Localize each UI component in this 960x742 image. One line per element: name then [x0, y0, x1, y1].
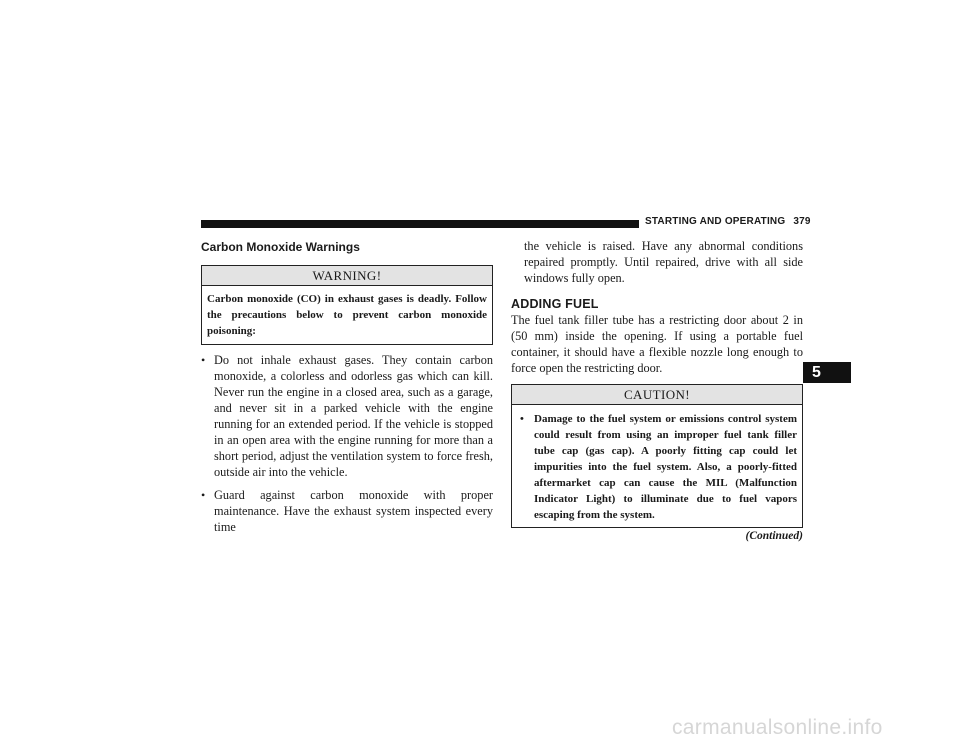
caution-title: CAUTION!: [512, 385, 802, 405]
bullet-icon: •: [201, 353, 206, 367]
body-paragraph: The fuel tank filler tube has a restricting door about 2 in (50 mm) inside the opening. If using a portable fuel container, it should have a flexible nozzle long enough to force open the restricting door.: [511, 313, 803, 375]
left-column: [201, 238, 493, 535]
bullet-icon: •: [520, 413, 524, 425]
bullet-icon: •: [201, 488, 206, 502]
watermark: carmanualsonline.info: [672, 716, 883, 739]
section-title: STARTING AND OPERATING: [645, 216, 786, 227]
subheading: Carbon Monoxide Warnings: [201, 240, 360, 254]
bullet-text: Do not inhale exhaust gases. They contain carbon monoxide, a colorless and odorless gas which can kill. Never run the engine in a closed area, such as a garage, and never sit in a parked vehicle with the engine running for an extended period. If the vehicle is stopped in an open area with the engine running for more than a short period, adjust the ventilation system to force fresh, outside air into the vehicle.: [214, 353, 493, 479]
right-column: [511, 238, 803, 544]
caution-box: [511, 384, 803, 528]
section-heading: ADDING FUEL: [511, 297, 599, 311]
bullet-item: [201, 352, 493, 480]
continued-label: (Continued): [745, 530, 803, 542]
caution-item: [517, 411, 797, 523]
warning-body: Carbon monoxide (CO) in exhaust gases is deadly. Follow the precautions below to prevent carbon monoxide poisoning:: [207, 293, 487, 337]
bullet-item: [201, 487, 493, 535]
header-rule: [201, 220, 639, 228]
bullet-text: Guard against carbon monoxide with proper maintenance. Have the exhaust system inspected every time: [214, 488, 493, 534]
running-header: [645, 216, 811, 227]
chapter-tab: 5: [803, 362, 851, 383]
page-number: 379: [793, 216, 811, 227]
continued-bullet-text: the vehicle is raised. Have any abnormal conditions repaired promptly. Until repaired, drive with all side windows fully open.: [524, 239, 803, 285]
caution-text: Damage to the fuel system or emissions control system could result from using an improper fuel tank filler tube cap (gas cap). A poorly fitting cap could let impurities into the fuel system. Also, a poorly-fitted aftermarket cap can cause the MIL (Malfunction Indicator Light) to illuminate due to fuel vapors escaping from the system.: [534, 413, 797, 521]
warning-title: WARNING!: [202, 266, 492, 286]
warning-box: [201, 265, 493, 345]
